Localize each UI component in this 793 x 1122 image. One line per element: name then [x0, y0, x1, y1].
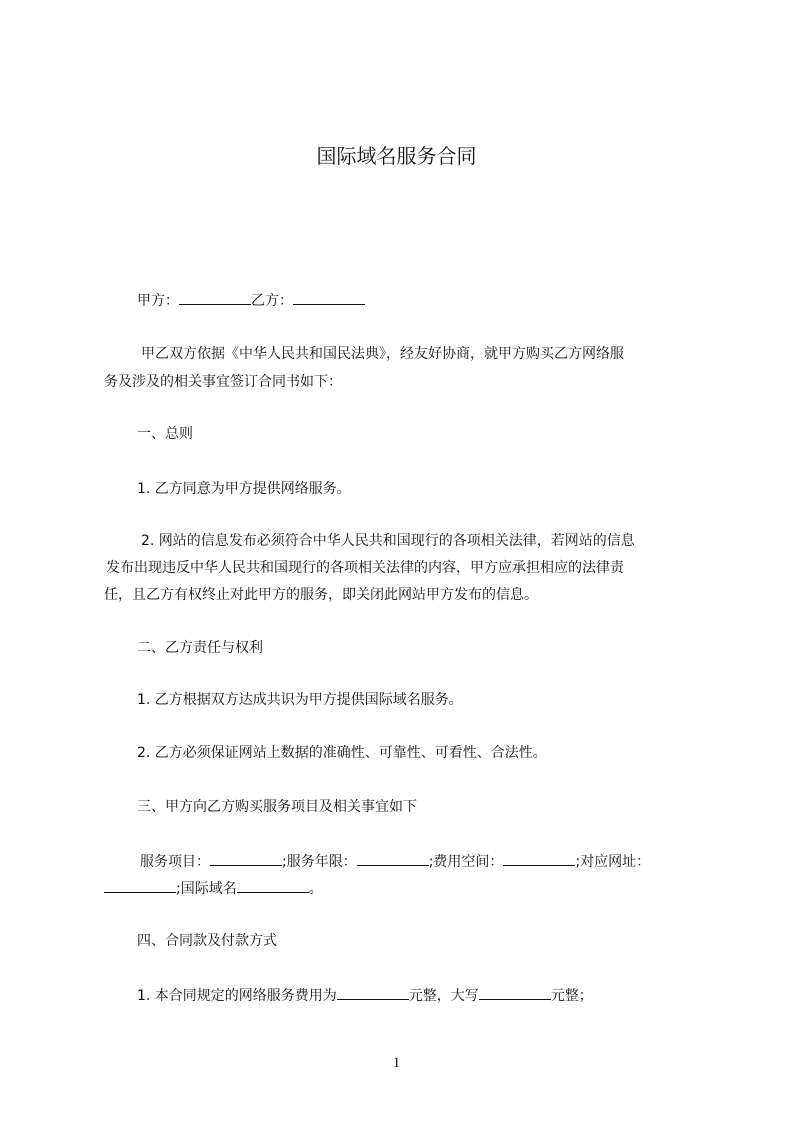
- section-2-item-2: 2. 乙方必须保证网站上数据的准确性、可靠性、可看性、合法性。: [137, 745, 547, 761]
- section-1-heading: 一、总则: [137, 426, 193, 442]
- url-label: ;对应网址：: [575, 854, 651, 870]
- cost-space-label: ;费用空间：: [428, 854, 504, 870]
- section-1-item-2-line-2: 发布出现违反中华人民共和国现行的各项相关法律的内容，甲方应承担相应的法律责: [106, 560, 624, 576]
- cost-space-blank: [503, 851, 575, 866]
- parties-line: [137, 290, 737, 311]
- party-b-blank: [293, 290, 365, 305]
- section-3-heading: 三、甲方向乙方购买服务项目及相关事宜如下: [137, 799, 417, 815]
- party-a-label: 甲方：: [137, 293, 179, 309]
- domain-label: ;国际域名: [176, 881, 237, 897]
- section-2-heading: 二、乙方责任与权利: [137, 640, 263, 656]
- fee-capital-blank: [479, 985, 551, 1000]
- fields-period: 。: [308, 881, 323, 897]
- section-4-item-1: [137, 985, 737, 1006]
- section-3-fields-line-1: [140, 851, 740, 872]
- section-1-item-2-line-3: 任，且乙方有权终止对此甲方的服务，即关闭此网站甲方发布的信息。: [104, 587, 538, 603]
- section-4-heading: 四、合同款及付款方式: [137, 933, 277, 949]
- url-blank: [104, 878, 176, 893]
- fee-label: 1. 本合同规定的网络服务费用为: [137, 988, 337, 1004]
- service-years-label: ;服务年限：: [282, 854, 357, 870]
- page-number: 1: [392, 1055, 401, 1071]
- service-item-blank: [210, 851, 282, 866]
- service-item-label: 服务项目：: [140, 854, 210, 870]
- domain-blank: [237, 878, 309, 893]
- intro-line-1: 甲乙双方依据《中华人民共和国民法典》，经友好协商，就甲方购买乙方网络服: [141, 346, 624, 362]
- fee-suffix: 元整；: [550, 988, 593, 1004]
- section-2-item-1: 1. 乙方根据双方达成共识为甲方提供国际域名服务。: [137, 692, 463, 708]
- section-3-fields-line-2: [104, 878, 704, 899]
- section-1-item-2-line-1: 2. 网站的信息发布必须符合中华人民共和国现行的各项相关法律，若网站的信息: [141, 533, 635, 549]
- page-title: 国际域名服务合同: [316, 144, 477, 168]
- party-b-label: 乙方：: [251, 293, 293, 309]
- intro-line-2: 务及涉及的相关事宜签订合同书如下：: [104, 374, 342, 390]
- fee-capital-label: 元整，大写: [408, 988, 479, 1004]
- section-1-item-1: 1. 乙方同意为甲方提供网络服务。: [137, 481, 351, 497]
- fee-amount-blank: [337, 985, 409, 1000]
- service-years-blank: [357, 851, 429, 866]
- party-a-blank: [179, 290, 251, 305]
